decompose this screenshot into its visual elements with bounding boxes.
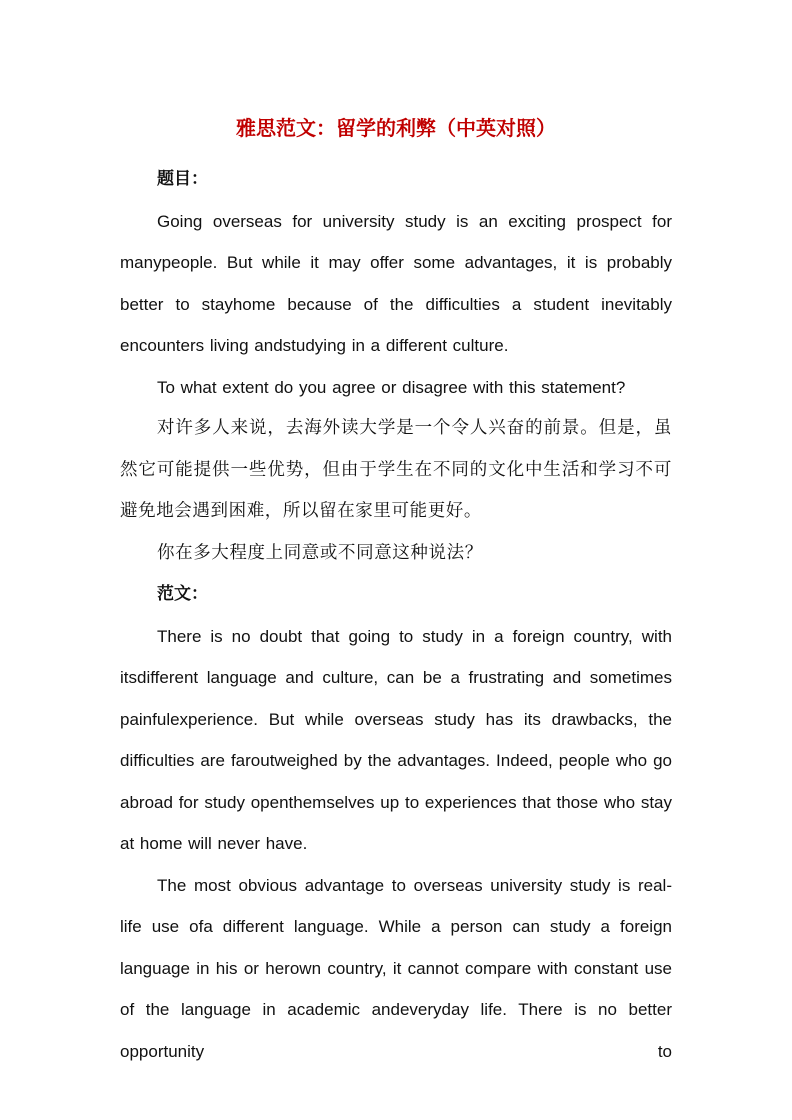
topic-english-paragraph: Going overseas for university study is an exciting prospect for manypeople. But while it may offer some advantages, it is probably better to stayhome because of the difficulties a student inevitably encounters living andstudying in a different culture.: [120, 211, 672, 355]
document-title: 雅思范文：留学的利弊（中英对照）: [236, 116, 556, 140]
topic-english-question: To what extent do you agree or disagree with this statement?: [157, 377, 626, 397]
topic-chinese-question: 你在多大程度上同意或不同意这种说法？: [157, 542, 483, 563]
essay-heading: 范文：: [157, 584, 208, 604]
document-body: [120, 159, 672, 1072]
essay-paragraph-2: The most obvious advantage to overseas university study is real-life use ofa different language. While a person can study a foreign language in his or herown country, it cannot compare with constant use of the language in academic andeveryday life. There is no better opportunity to: [120, 875, 672, 1061]
essay-paragraph-1: There is no doubt that going to study in a foreign country, with itsdifferent language and culture, can be a frustrating and sometimes painfulexperience. But while overseas study has its drawbacks, the difficulties are faroutweighed by the advantages. Indeed, people who go abroad for study openthemselves up to experiences that those who stay at home will never have.: [120, 626, 672, 853]
topic-heading: 题目：: [157, 169, 208, 189]
topic-chinese-paragraph: 对许多人来说，去海外读大学是一个令人兴奋的前景。但是，虽然它可能提供一些优势，但由于学生在不同的文化中生活和学习不可避免地会遇到困难，所以留在家里可能更好。: [120, 418, 672, 521]
